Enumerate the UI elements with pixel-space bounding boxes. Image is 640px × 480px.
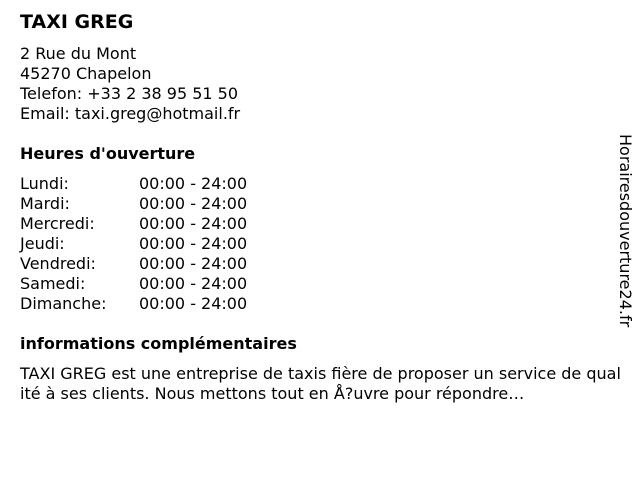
site-watermark: Horairesdouverture24.fr bbox=[616, 134, 635, 328]
day-label: Vendredi: bbox=[20, 254, 96, 273]
hours-row-thursday bbox=[20, 234, 320, 254]
day-label: Samedi: bbox=[20, 274, 86, 293]
business-name: TAXI GREG bbox=[20, 11, 134, 33]
day-label: Lundi: bbox=[20, 174, 69, 193]
hours-row-monday bbox=[20, 174, 320, 194]
time-range: 00:00 - 24:00 bbox=[139, 214, 248, 233]
additional-info-heading: informations complémentaires bbox=[20, 334, 297, 353]
hours-row-friday bbox=[20, 254, 320, 274]
opening-hours-heading: Heures d'ouverture bbox=[20, 144, 196, 163]
hours-row-sunday bbox=[20, 294, 320, 314]
day-label: Mercredi: bbox=[20, 214, 95, 233]
time-range: 00:00 - 24:00 bbox=[139, 254, 248, 273]
day-label: Jeudi: bbox=[20, 234, 65, 253]
time-range: 00:00 - 24:00 bbox=[139, 194, 248, 213]
day-label: Mardi: bbox=[20, 194, 70, 213]
contact-block bbox=[20, 44, 240, 124]
city-address: 45270 Chapelon bbox=[20, 64, 152, 83]
time-range: 00:00 - 24:00 bbox=[139, 294, 248, 313]
business-description: TAXI GREG est une entreprise de taxis fière de proposer un service de qualité à ses clients. Nous mettons tout en Å?uvre pour répondre… bbox=[20, 364, 621, 403]
hours-row-saturday bbox=[20, 274, 320, 294]
time-range: 00:00 - 24:00 bbox=[139, 274, 248, 293]
hours-row-tuesday bbox=[20, 194, 320, 214]
opening-hours-table bbox=[20, 174, 320, 314]
hours-row-wednesday bbox=[20, 214, 320, 234]
day-label: Dimanche: bbox=[20, 294, 107, 313]
street-address: 2 Rue du Mont bbox=[20, 44, 137, 63]
time-range: 00:00 - 24:00 bbox=[139, 234, 248, 253]
time-range: 00:00 - 24:00 bbox=[139, 174, 248, 193]
phone-number: Telefon: +33 2 38 95 51 50 bbox=[20, 84, 239, 103]
email-address: Email: taxi.greg@hotmail.fr bbox=[20, 104, 241, 123]
